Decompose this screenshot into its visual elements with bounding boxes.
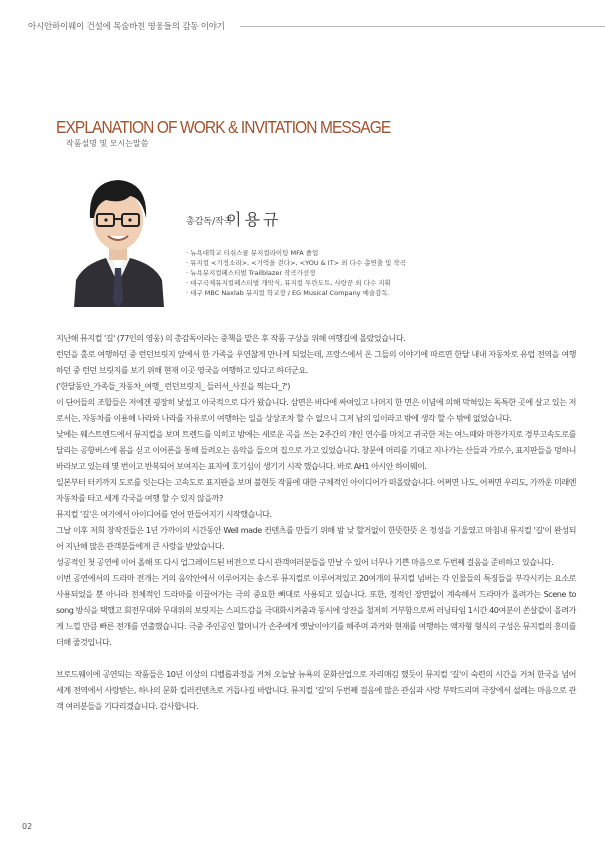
bio-item: · 뉴욕대학교 티쉬스쿨 뮤지컬라이팅 MFA 졸업 [186, 249, 319, 257]
portrait-illustration [66, 152, 171, 307]
running-header: 아시안하이웨이 건설에 목숨바친 영웅들의 감동 이야기 [28, 22, 225, 32]
profile-name: 이용규 [226, 210, 282, 229]
body-paragraph: 일본부터 터키까지 도로를 잇는다는 고속도로 표지판을 보며 불현듯 작품에 대한 구체적인 아이디어가 떠올랐습니다. 어쩌면 나도, 어쩌면 우리도, 가까운 미래엔 자동차를 타고 세계 각국을 여행 할 수 있지 않을까? [56, 477, 576, 503]
body-paragraph: 이번 공연에서의 드라마 전개는 거의 음악안에서 이루어지는 송스루 뮤지컬로 이루어져있고 20여개의 뮤지컬 넘버는 각 인물들의 특징들을 부각시키는 요소로 사용되었을 뿐 아니라 전체적인 드라마를 이끌어가는 극의 중요한 뼈대로 사용되고 있습니다. 또한, 정적인 장면없이 계속해서 드라마가 올려가는 Scene to song 방식을 택했고 회전무대와 무대위의 보릿지는 스피드감을 극대화시켜줌과 동시에 앙잔을 철저히 거부함으로써 러닝타임 1시간 40여분이 쏜살같이 올려가게 느낄 만큼 빠른 전개를 연출했습니다. 극중 주인공인 할머니가 손주에게 옛날이야기를 해주며 과거와 현재를 여행하는 액자형 형식의 구성은 뮤지컬의 흥미를 더해 줄것입니다. [56, 573, 576, 647]
header-rule [240, 26, 605, 27]
body-paragraph: 런던을 홀로 여행하던 중 런던브릿지 앞에서 한 가족을 우연찮게 만나게 되었는데, 프랑스에서 온 그들의 이야기에 따르면 한달 내내 자동차로 유럽 전역을 여행하던 중 런던 브릿지를 보기 위해 현재 이곳 영국을 여행하고 있다고 하더군요. [56, 349, 576, 375]
body-paragraph: 성공적인 첫 공연에 이어 올해 또 다시 업그레이드된 버전으로 다시 관객여러분들을 만날 수 있어 너무나 기쁜 마음으로 두번째 걸음을 준비하고 있습니다. [56, 557, 554, 567]
body-text [56, 330, 576, 714]
body-paragraph: 뮤지컬 '길'은 여기에서 아이디어를 얻어 만들어지기 시작했습니다. [56, 509, 272, 519]
body-paragraph: 그날 이후 저희 창작진들은 1년 가까이의 시간동안 Well made 컨텐츠를 만들기 위해 밤 낮 할거없이 한뜻한뜻 온 정성을 기울였고 마침내 뮤지컬 '길'이 완성되어 지난해 많은 관객분들에게 큰 사랑을 받았습니다. [56, 525, 576, 551]
body-paragraph: 이 단어들의 조합들은 저에겐 굉장히 낯설고 이국적으로 다가 왔습니다. 삼면은 바다에 싸여있고 나머지 한 면은 이념에 의해 막혀있는 독특한 곳에 살고 있는 저로서는, 자동차를 이용해 나라와 나라를 자유로이 여행하는 일을 상상조차 할 수 없으니 그저 남의 일이라고 밖에 생각 할 수 밖에 없었습니다. [56, 397, 576, 423]
body-paragraph: ('한달동안_가족들_자동차_여행_ 런던브릿지_ 들러서_사진을 찍는다_?') [56, 381, 290, 391]
profile-bio-list [186, 248, 406, 298]
bio-item: · 뉴욕뮤지컬페스티벌 Trailblazer 작곡가선정 [186, 269, 316, 277]
body-paragraph: 지난해 뮤지컬 '길' (77인의 영웅) 의 총감독이라는 중책을 맡은 후 작품 구상을 위해 여행길에 올랐었습니다. [56, 333, 406, 343]
bio-item: · 대구 MBC Naxlab 뮤지컬 학교장 / EG Musical Company 예술감독. [186, 289, 390, 297]
section-title: EXPLANATION OF WORK & INVITATION MESSAGE [56, 118, 391, 138]
page-number: 02 [22, 822, 33, 831]
profile-role: 총감독/작곡 [186, 217, 233, 227]
director-photo [66, 152, 171, 307]
body-paragraph: 낮에는 웨스트엔드에서 뮤지컬을 보며 트렌드를 익히고 밤에는 새로운 곡을 쓰는 2주간의 개인 연수를 마치고 귀국한 저는 여느때와 마찬가지로 경부고속도로를 달리는 공항버스에 몸을 싣고 이어폰을 통해 들려오는 음악을 들으며 집으로 가고 있었습니다. 창문에 머리를 기대고 지나가는 산들과 가로수, 표지판들을 멍하니 바라보고 있는데 몇 번이고 반복되어 보여지는 표지에 호기심이 생기기 시작 했습니다. 바로 AH1 아시안 하이웨이. [56, 429, 576, 471]
body-paragraph: 브로드웨이에 공연되는 작품들은 10년 이상의 디벨롭과정을 거쳐 오늘날 뉴욕의 문화산업으로 자리매김 했듯이 뮤지컬 '길'이 숙련의 시간을 거쳐 한국을 넘어 세계 전역에서 사랑받는, 하나의 문화 킬러컨텐츠로 거듭나길 바랍니다. 뮤지컬 '길'의 두번째 걸음에 많은 관심과 사랑 부탁드리며 극장에서 설레는 마음으로 관객 여러분들을 기다리겠습니다. 감사합니다. [56, 669, 576, 711]
bio-item: · 뮤지컬 <기정소리>, <기억을 걷다>, <YOU & IT> 외 다수 총연출 및 작곡 [186, 259, 406, 267]
section-subtitle: 작품설명 및 모시는말씀 [66, 139, 149, 148]
bio-item: · 대구국제뮤지컬페스티벌 개막식, 뮤지컬 투란도트, 사랑꾼 외 다수 지휘 [186, 279, 391, 287]
